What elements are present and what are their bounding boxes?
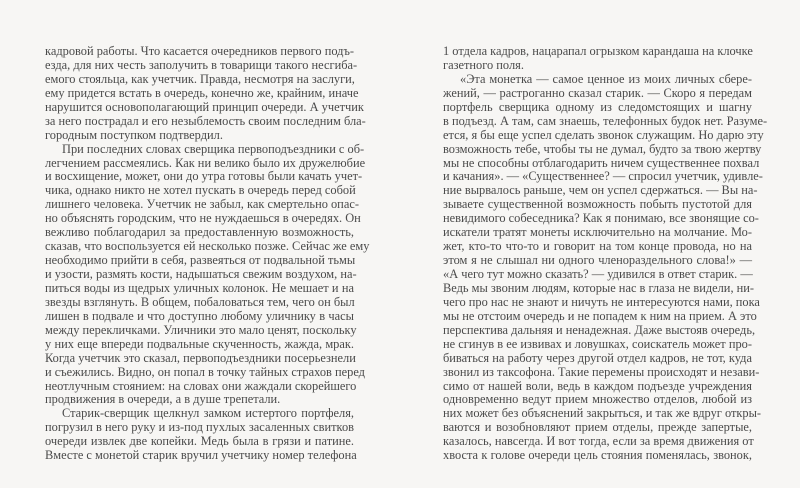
text-line: хвоста к голове очереди цель стояния поменялась, звонок, <box>443 448 752 463</box>
text-line: газетного поля. <box>443 57 524 72</box>
text-line: казалось, навсегда. И вот тогда, если за время движения от <box>443 434 754 449</box>
left-page-text <box>45 44 370 463</box>
text-line: 1 отдела кадров, нацарапал огрызком карандаша на клочке <box>443 44 753 58</box>
text-line: мы не способны отблагодарить ничем существеннее похвал <box>443 155 760 170</box>
text-line: При последних словах сверщика первоподъездники с об- <box>62 141 365 156</box>
right-page-text <box>443 44 768 463</box>
text-line: Вместе с монетой старик вручил учетчику номер телефона <box>45 448 357 463</box>
text-line: легчением рассмеялись. Как ни велико было их дружелюбие <box>45 155 366 170</box>
text-line: кадровой работы. Что касается очередников первого подъ- <box>45 44 355 58</box>
text-line: одновременно ведут прием множество отделов, любой из <box>443 392 752 407</box>
text-line: искатели тратят монеты исключительно на молчание. Мо- <box>443 225 752 240</box>
text-line: звезды взглянуть. В общем, побаловаться тем, чего он был <box>45 294 355 309</box>
text-line: сказав, что воспользуется ей несколько позже. Сейчас же ему <box>45 239 370 254</box>
text-line: жет, кто-то что-то и говорит на том конце провода, но на <box>443 239 752 254</box>
text-line: «Эта монетка — самое ценное из моих личных сбере- <box>460 71 752 86</box>
text-line: городным поступком подтвердил. <box>45 127 223 142</box>
text-line: ние вырвалось раньше, чем он успел сдержаться. — Вы на- <box>443 183 758 198</box>
text-line: биваться на работу через другой отдел кадров, не тот, куда <box>443 350 752 365</box>
text-line: нарушится основополагающий принцип очереди. А учетчик <box>45 99 364 114</box>
text-line: у них еще впереди подвальные скученность, жажда, мрак. <box>45 336 354 351</box>
text-line: жений, — растроганно сказал старик. — Скоро я передам <box>443 85 752 100</box>
text-line: но объяснять городским, что не нуждаешься в очередях. Он <box>45 211 361 226</box>
text-line: них может без объяснений закрыться, и так же вдруг откры- <box>443 406 762 421</box>
text-line: не сгинув в ее извивах и ловушках, соискатель может про- <box>443 336 752 351</box>
text-line: между перекличками. Уличники это мало ценят, поскольку <box>45 322 357 337</box>
text-line: Ведь мы звоним людям, которые нас в глаза не видели, ни- <box>443 280 755 295</box>
text-line: продвижения в очереди, а в душе трепетали. <box>45 392 281 407</box>
text-line: портфель сверщика одному из следомстоящих и шагну <box>443 99 752 114</box>
text-line: и узости, размять кости, надышаться свежим воздухом, на- <box>45 267 357 281</box>
text-line: чика, однако никто не хотел пускать в очередь перед собой <box>45 183 356 198</box>
text-line: возможность тебе, чтобы ты не думал, будто за твою жертву <box>443 141 762 156</box>
text-line: и съежились. Видно, он попал в точку тайных страхов перед <box>45 364 365 379</box>
text-line: симо от нашей воли, ведь в каждом подъезде учреждения <box>443 378 752 393</box>
text-line: вежливо поблагодарил за предоставленную возможность, <box>45 225 354 240</box>
text-line: ему придется встать в очередь, конечно же, крайним, иначе <box>45 85 359 100</box>
text-line: неотлучным стоянием: на словах они жаждали скорейшего <box>45 378 357 393</box>
text-line: «А чего тут можно сказать? — удивился в ответ старик. — <box>443 267 753 281</box>
text-line: этом я не слышал ни одного членораздельного слова!» — <box>443 253 752 268</box>
text-line: ется, я бы еще успел сделать звонок служащим. Но дарю эту <box>443 127 764 142</box>
text-line: за него пострадал и его незыблемость своим последним бла- <box>45 113 366 128</box>
text-line: звонил из таксофона. Такие перемены происходят и незави- <box>443 364 760 379</box>
text-line: лишен в подвале и что доступно любому уличнику в часы <box>45 308 354 323</box>
text-line: чего про нас не знают и ничуть не интересуются нами, пока <box>443 294 760 309</box>
text-line: ваются и возобновляют прием отделы, прежде запертые, <box>443 420 752 435</box>
text-line: в подъезд. А там, сам знаешь, телефонных будок нет. Разуме- <box>443 113 768 128</box>
text-line: Когда учетчик это сказал, первоподъездники посерьезнели <box>45 350 356 365</box>
text-line: езда, для них честь заполучить в товарищи такого несгиба- <box>45 57 358 72</box>
text-line: и качания». — «Существеннее? — спросил учетчик, удивле- <box>443 169 763 184</box>
text-line: необходимо прийти в себя, развеяться от подвальной тьмы <box>45 253 356 268</box>
text-line: очереди извлек две копейки. Медь была в грязи и патине. <box>45 434 354 449</box>
text-line: зываете существенной возможность побыть пустотой для <box>443 197 752 212</box>
text-line: перспектива дальняя и ненадежная. Даже выстояв очередь, <box>443 322 756 337</box>
text-line: невидимого собеседника? Как я понимаю, все звонящие со- <box>443 211 759 226</box>
text-line: питься воды из щедрых уличных колонок. Не мешает и на <box>45 280 354 295</box>
text-line: лишнего человека. Учетчик не забыл, как смертельно опас- <box>45 197 359 212</box>
text-line: погрузил в него руку и из-под пухлых засаленных свитков <box>45 420 354 435</box>
text-line: емого стояльца, как учетчик. Правда, несмотря на заслуги, <box>45 71 355 86</box>
text-line: мы не отстоим очередь и не попадем к ним на прием. А это <box>443 308 757 323</box>
text-line: Старик-сверщик щелкнул замком истертого портфеля, <box>62 406 354 421</box>
text-line: и восхищение, может, они до утра готовы были качать учет- <box>45 169 363 184</box>
